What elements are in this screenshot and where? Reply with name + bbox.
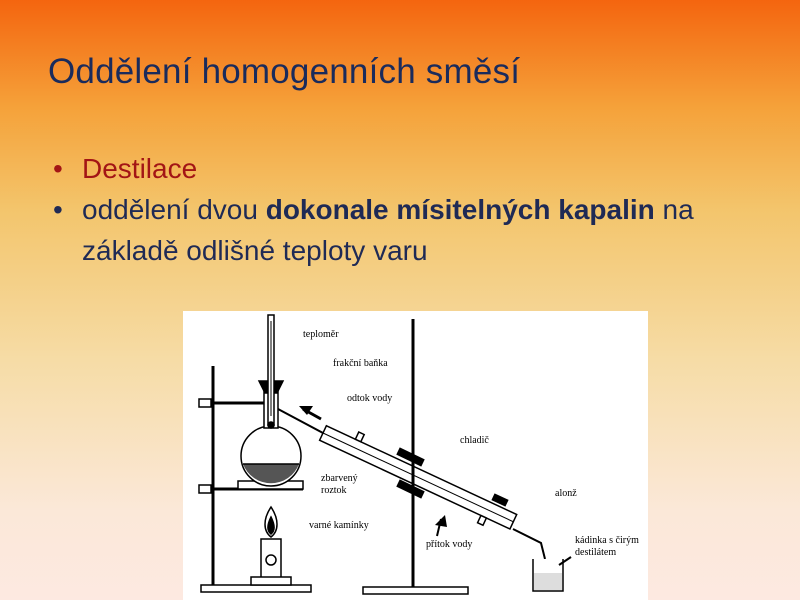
distillation-apparatus-illustration	[183, 311, 648, 600]
bullet-dot-icon: •	[53, 153, 63, 184]
bullet-item-definition	[50, 189, 770, 271]
distillation-diagram	[183, 311, 648, 600]
bullet-text-part1: oddělení dvou	[82, 194, 266, 225]
label-water-outlet: odtok vody	[347, 393, 393, 404]
label-colored-solution-2: roztok	[321, 485, 347, 496]
label-adapter: alonž	[555, 488, 577, 499]
bullet-text: Destilace	[82, 153, 198, 184]
label-thermometer: teploměr	[303, 329, 339, 340]
label-water-inlet: přítok vody	[426, 539, 473, 550]
bullet-list	[50, 148, 770, 271]
label-colored-solution-1: zbarvený	[321, 473, 358, 484]
bullet-item-destilace	[50, 148, 770, 189]
label-fraction-flask: frakční baňka	[333, 358, 388, 369]
slide-title: Oddělení homogenních směsí	[48, 52, 521, 91]
upper-clamp-knob	[199, 399, 211, 407]
left-stand-base	[201, 585, 311, 592]
adapter	[513, 529, 545, 559]
ring-clamp-knob	[199, 485, 211, 493]
label-beaker-2: destilátem	[575, 547, 617, 558]
label-beaker-1: kádinka s čirým	[575, 535, 639, 546]
bullet-dot-icon: •	[53, 194, 63, 225]
bullet-text-bold: dokonale mísitelných kapalin	[265, 194, 655, 225]
label-boiling-chips: varné kamínky	[309, 520, 369, 531]
label-condenser: chladič	[460, 435, 489, 446]
burner-valve	[266, 555, 276, 565]
bullet-text-part2: na základě odlišné teploty varu	[82, 194, 694, 266]
right-stand-base	[363, 587, 468, 594]
burner-base	[251, 577, 291, 585]
